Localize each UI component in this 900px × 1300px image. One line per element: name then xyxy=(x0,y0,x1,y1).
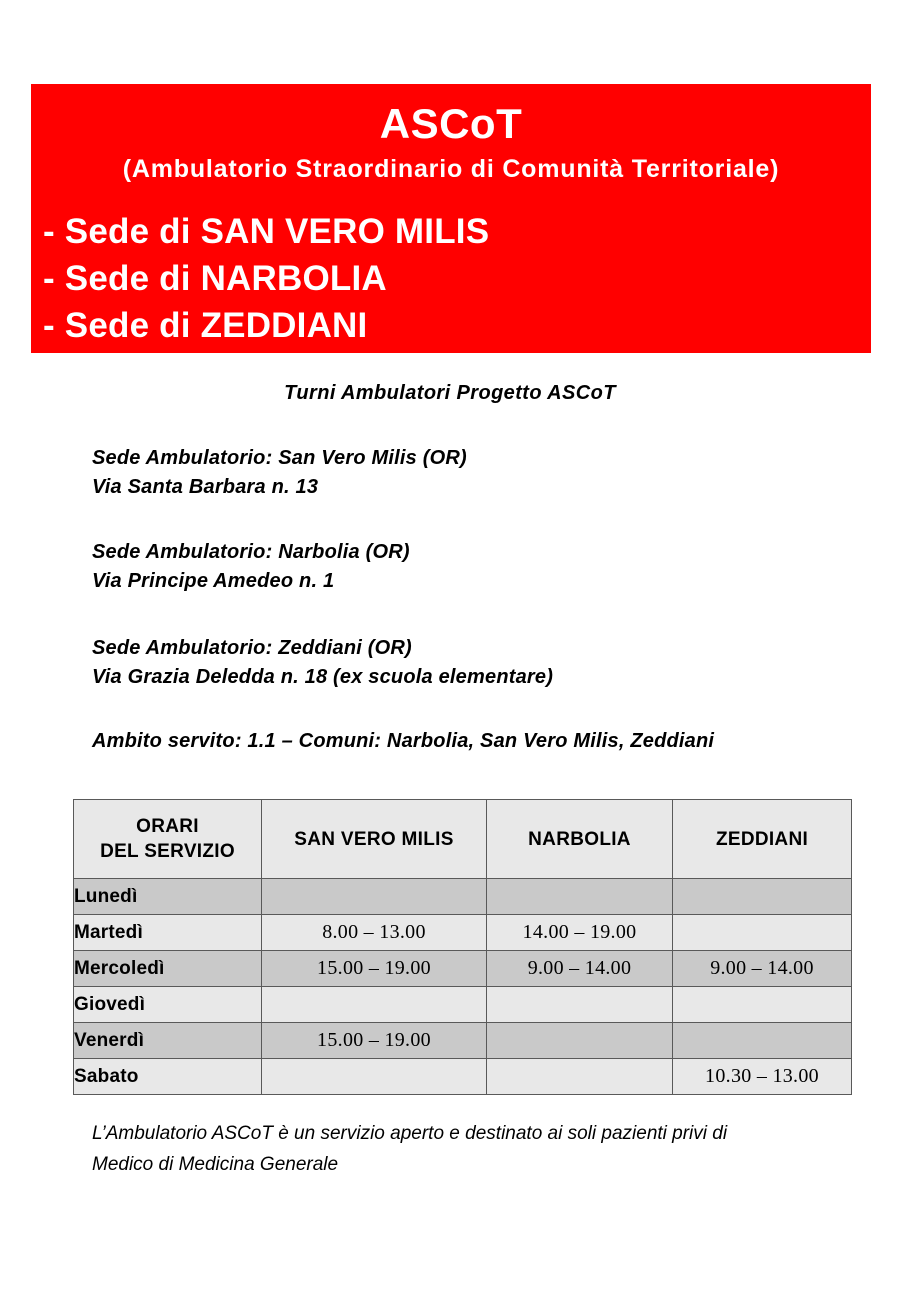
column-header-line1: ORARI xyxy=(136,816,199,837)
table-row xyxy=(74,879,852,915)
cell-zeddiani xyxy=(673,1023,852,1059)
table-row xyxy=(74,1023,852,1059)
cell-san-vero-milis xyxy=(262,879,487,915)
cell-narbolia xyxy=(487,987,673,1023)
table-header-row xyxy=(74,800,852,879)
cell-narbolia xyxy=(487,1023,673,1059)
day-label: Martedì xyxy=(74,915,262,951)
location-label: Sede Ambulatorio: San Vero Milis (OR) xyxy=(92,447,467,469)
cell-zeddiani xyxy=(673,987,852,1023)
day-label: Mercoledì xyxy=(74,951,262,987)
cell-narbolia: 9.00 – 14.00 xyxy=(487,951,673,987)
column-header-line2: DEL SERVIZIO xyxy=(100,841,235,862)
banner-site-list xyxy=(31,208,871,349)
location-block-narbolia xyxy=(92,538,410,596)
location-address: Via Santa Barbara n. 13 xyxy=(92,476,319,498)
day-label: Venerdì xyxy=(74,1023,262,1059)
day-label: Sabato xyxy=(74,1059,262,1095)
banner-subtitle: (Ambulatorio Straordinario di Comunità Territoriale) xyxy=(122,155,780,183)
cell-zeddiani: 10.30 – 13.00 xyxy=(673,1059,852,1095)
column-header-zeddiani: ZEDDIANI xyxy=(673,800,852,879)
cell-zeddiani xyxy=(673,879,852,915)
schedule-table xyxy=(73,799,852,1095)
cell-narbolia xyxy=(487,879,673,915)
footer-note-line1: L’Ambulatorio ASCoT è un servizio aperto e destinato ai soli pazienti privi di xyxy=(92,1123,728,1144)
table-row xyxy=(74,951,852,987)
table-header xyxy=(74,800,852,879)
table-row xyxy=(74,987,852,1023)
cell-san-vero-milis xyxy=(262,987,487,1023)
footer-note xyxy=(92,1118,832,1180)
column-header-san-vero-milis: SAN VERO MILIS xyxy=(262,800,487,879)
banner-site-item: - Sede di SAN VERO MILIS xyxy=(43,212,490,251)
location-address: Via Grazia Deledda n. 18 (ex scuola elementare) xyxy=(92,666,554,688)
cell-san-vero-milis: 15.00 – 19.00 xyxy=(262,951,487,987)
cell-narbolia: 14.00 – 19.00 xyxy=(487,915,673,951)
location-label: Sede Ambulatorio: Zeddiani (OR) xyxy=(92,637,412,659)
table-row xyxy=(74,1059,852,1095)
location-label: Sede Ambulatorio: Narbolia (OR) xyxy=(92,541,410,563)
cell-san-vero-milis: 15.00 – 19.00 xyxy=(262,1023,487,1059)
footer-note-line2: Medico di Medicina Generale xyxy=(92,1154,339,1175)
day-label: Giovedì xyxy=(74,987,262,1023)
served-area-text: Ambito servito: 1.1 – Comuni: Narbolia, San Vero Milis, Zeddiani xyxy=(92,730,715,752)
banner-title: ASCoT xyxy=(379,100,523,147)
document-subtitle: Turni Ambulatori Progetto ASCoT xyxy=(284,382,616,404)
day-label: Lunedì xyxy=(74,879,262,915)
location-address: Via Principe Amedeo n. 1 xyxy=(92,570,335,592)
location-block-san-vero-milis xyxy=(92,444,467,502)
cell-narbolia xyxy=(487,1059,673,1095)
schedule-table-container xyxy=(73,799,851,1095)
banner-site-item: - Sede di ZEDDIANI xyxy=(43,306,368,345)
table-row xyxy=(74,915,852,951)
cell-zeddiani xyxy=(673,915,852,951)
location-block-zeddiani xyxy=(92,634,553,692)
banner-site-item: - Sede di NARBOLIA xyxy=(43,259,387,298)
column-header-narbolia: NARBOLIA xyxy=(487,800,673,879)
cell-san-vero-milis xyxy=(262,1059,487,1095)
header-banner xyxy=(31,84,871,353)
cell-zeddiani: 9.00 – 14.00 xyxy=(673,951,852,987)
table-body xyxy=(74,879,852,1095)
cell-san-vero-milis: 8.00 – 13.00 xyxy=(262,915,487,951)
column-header-orari xyxy=(74,800,262,879)
